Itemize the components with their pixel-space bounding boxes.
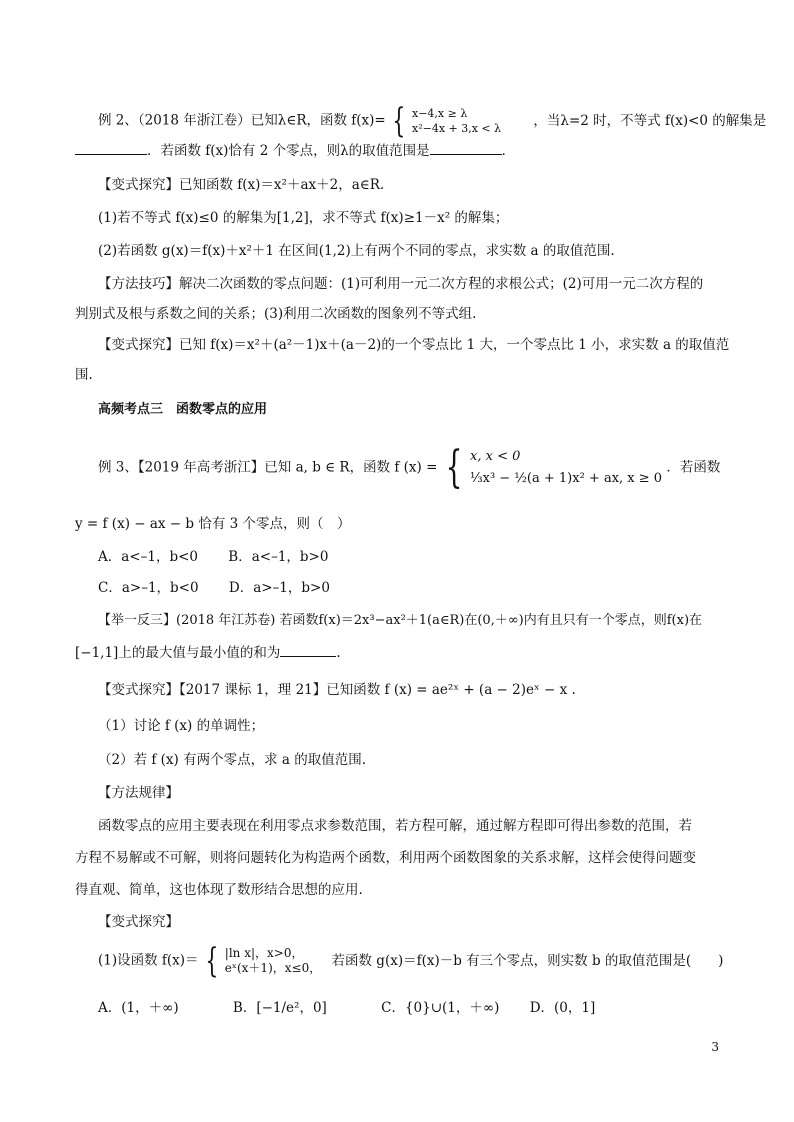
variant-1-q1: (1)若不等式 f(x)≤0 的解集为[1,2]，求不等式 f(x)≥1－x² 的解集；	[98, 210, 509, 226]
example-3-options-row1	[98, 547, 328, 567]
option-b: B．a<–1，b>0	[228, 549, 329, 565]
rule-line1: 函数零点的应用主要表现在利用零点求参数范围，若方程可解，通过解方程即可得出参数的范围，若	[98, 818, 692, 834]
option-a: A．a<–1，b<0	[98, 549, 198, 565]
example-3-options-row2	[98, 578, 330, 598]
example-2-line1	[98, 101, 767, 141]
case-1: x, x < 0	[470, 449, 521, 464]
variant-4-line1	[98, 941, 724, 981]
variant-1-title: 【变式探究】已知函数 f(x)＝x²＋ax＋2，a∈R.	[98, 177, 385, 193]
example-2-line2	[75, 140, 515, 161]
case-2: eˣ(x＋1)，x≤0，	[224, 961, 322, 975]
page-number: 3	[711, 1040, 719, 1054]
rule-line2: 方程不易解或不可解，则将问题转化为构造两个函数，利用两个函数图象的关系求解，这样会使得问题变	[75, 850, 696, 866]
option-a: A．(1，＋∞)	[98, 1000, 179, 1016]
example-3-tail: ．若函数	[666, 459, 721, 476]
answer-blank	[75, 140, 147, 155]
example-2-head: 例 2、（2018 年浙江卷）已知λ∈R，函数 f(x)=	[98, 112, 386, 129]
option-c: C．{0}∪(1，＋∞)	[381, 1000, 500, 1016]
example-2-line2a: ．若函数 f(x)恰有 2 个零点，则λ的取值范围是	[147, 143, 430, 159]
method-1-line1: 【方法技巧】解决二次函数的零点问题：(1)可利用一元二次方程的求根公式；(2)可用一元二次方程的	[98, 276, 704, 292]
answer-blank	[430, 140, 502, 155]
option-d: D．(0，1]	[529, 1000, 596, 1016]
case-1: |ln x|，x>0，	[224, 946, 304, 960]
rule-title: 【方法规律】	[98, 785, 179, 801]
example-2-tail: ，当λ=2 时，不等式 f(x)<0 的解集是	[533, 112, 767, 129]
section-heading: 高频考点三 函数零点的应用	[98, 402, 268, 417]
juyi-line2b: .	[336, 645, 341, 661]
variant-3-q2: （2）若 f (x) 有两个零点，求 a 的取值范围.	[98, 752, 367, 768]
juyi-line2a: [−1,1]上的最大值与最小值的和为	[75, 645, 281, 661]
variant-3-q1: （1）讨论 f (x) 的单调性；	[98, 718, 265, 734]
juyi-line2	[75, 642, 341, 663]
case-2: ⅓x³ − ½(a + 1)x² + ax, x ≥ 0	[470, 471, 663, 486]
brace-icon: {	[205, 941, 219, 981]
example-2-line2b: ．	[501, 143, 516, 159]
variant-4-head: (1)设函数 f(x)＝	[98, 952, 199, 969]
variant-4-options	[98, 998, 595, 1018]
variant-3-title: 【变式探究】【2017 课标 1，理 21】已知函数 f (x) = ae²ˣ + (a − 2)eˣ − x .	[98, 682, 576, 698]
variant-4-title: 【变式探究】	[98, 914, 179, 930]
variant-1-q2: (2)若函数 g(x)＝f(x)＋x²＋1 在区间(1,2)上有两个不同的零点，求实数 a 的取值范围.	[98, 243, 615, 259]
rule-line3: 得直观、简单，这也体现了数形结合思想的应用.	[75, 882, 363, 898]
example-3-line1	[98, 442, 721, 493]
answer-blank	[280, 642, 336, 657]
variant-2-line1: 【变式探究】已知 f(x)＝x²＋(a²－1)x＋(a－2)的一个零点比 1 大，一个零点比 1 小，求实数 a 的取值范	[98, 337, 730, 353]
option-b: B．[−1/e²，0]	[232, 1000, 327, 1016]
method-1-line2: 判别式及根与系数之间的关系；(3)利用二次函数的图象列不等式组.	[75, 306, 477, 322]
case-1: x−4,x ≥ λ	[411, 107, 468, 120]
option-d: D．a>–1，b>0	[228, 580, 330, 596]
piecewise-cases	[412, 106, 501, 136]
example-3-line2: y = f (x) − ax − b 恰有 3 个零点，则（ ）	[75, 516, 351, 532]
variant-2-line2: 围.	[75, 367, 93, 383]
juyi-line1: 【举一反三】(2018 年江苏卷) 若函数f(x)＝2x³−ax²＋1(a∈R)在(0,＋∞)内有且只有一个零点，则f(x)在	[98, 613, 703, 628]
piecewise-cases	[470, 446, 662, 490]
brace-icon: {	[445, 442, 463, 493]
case-2: x²−4x + 3,x < λ	[411, 122, 502, 135]
example-3-head: 例 3、【2019 年高考浙江】已知 a, b ∈ R，函数 f (x) =	[98, 459, 438, 476]
brace-icon: {	[392, 101, 406, 141]
variant-4-tail: 若函数 g(x)＝f(x)－b 有三个零点，则实数 b 的取值范围是( )	[331, 952, 724, 969]
option-c: C．a>–1，b<0	[98, 580, 199, 596]
piecewise-cases	[225, 946, 321, 976]
